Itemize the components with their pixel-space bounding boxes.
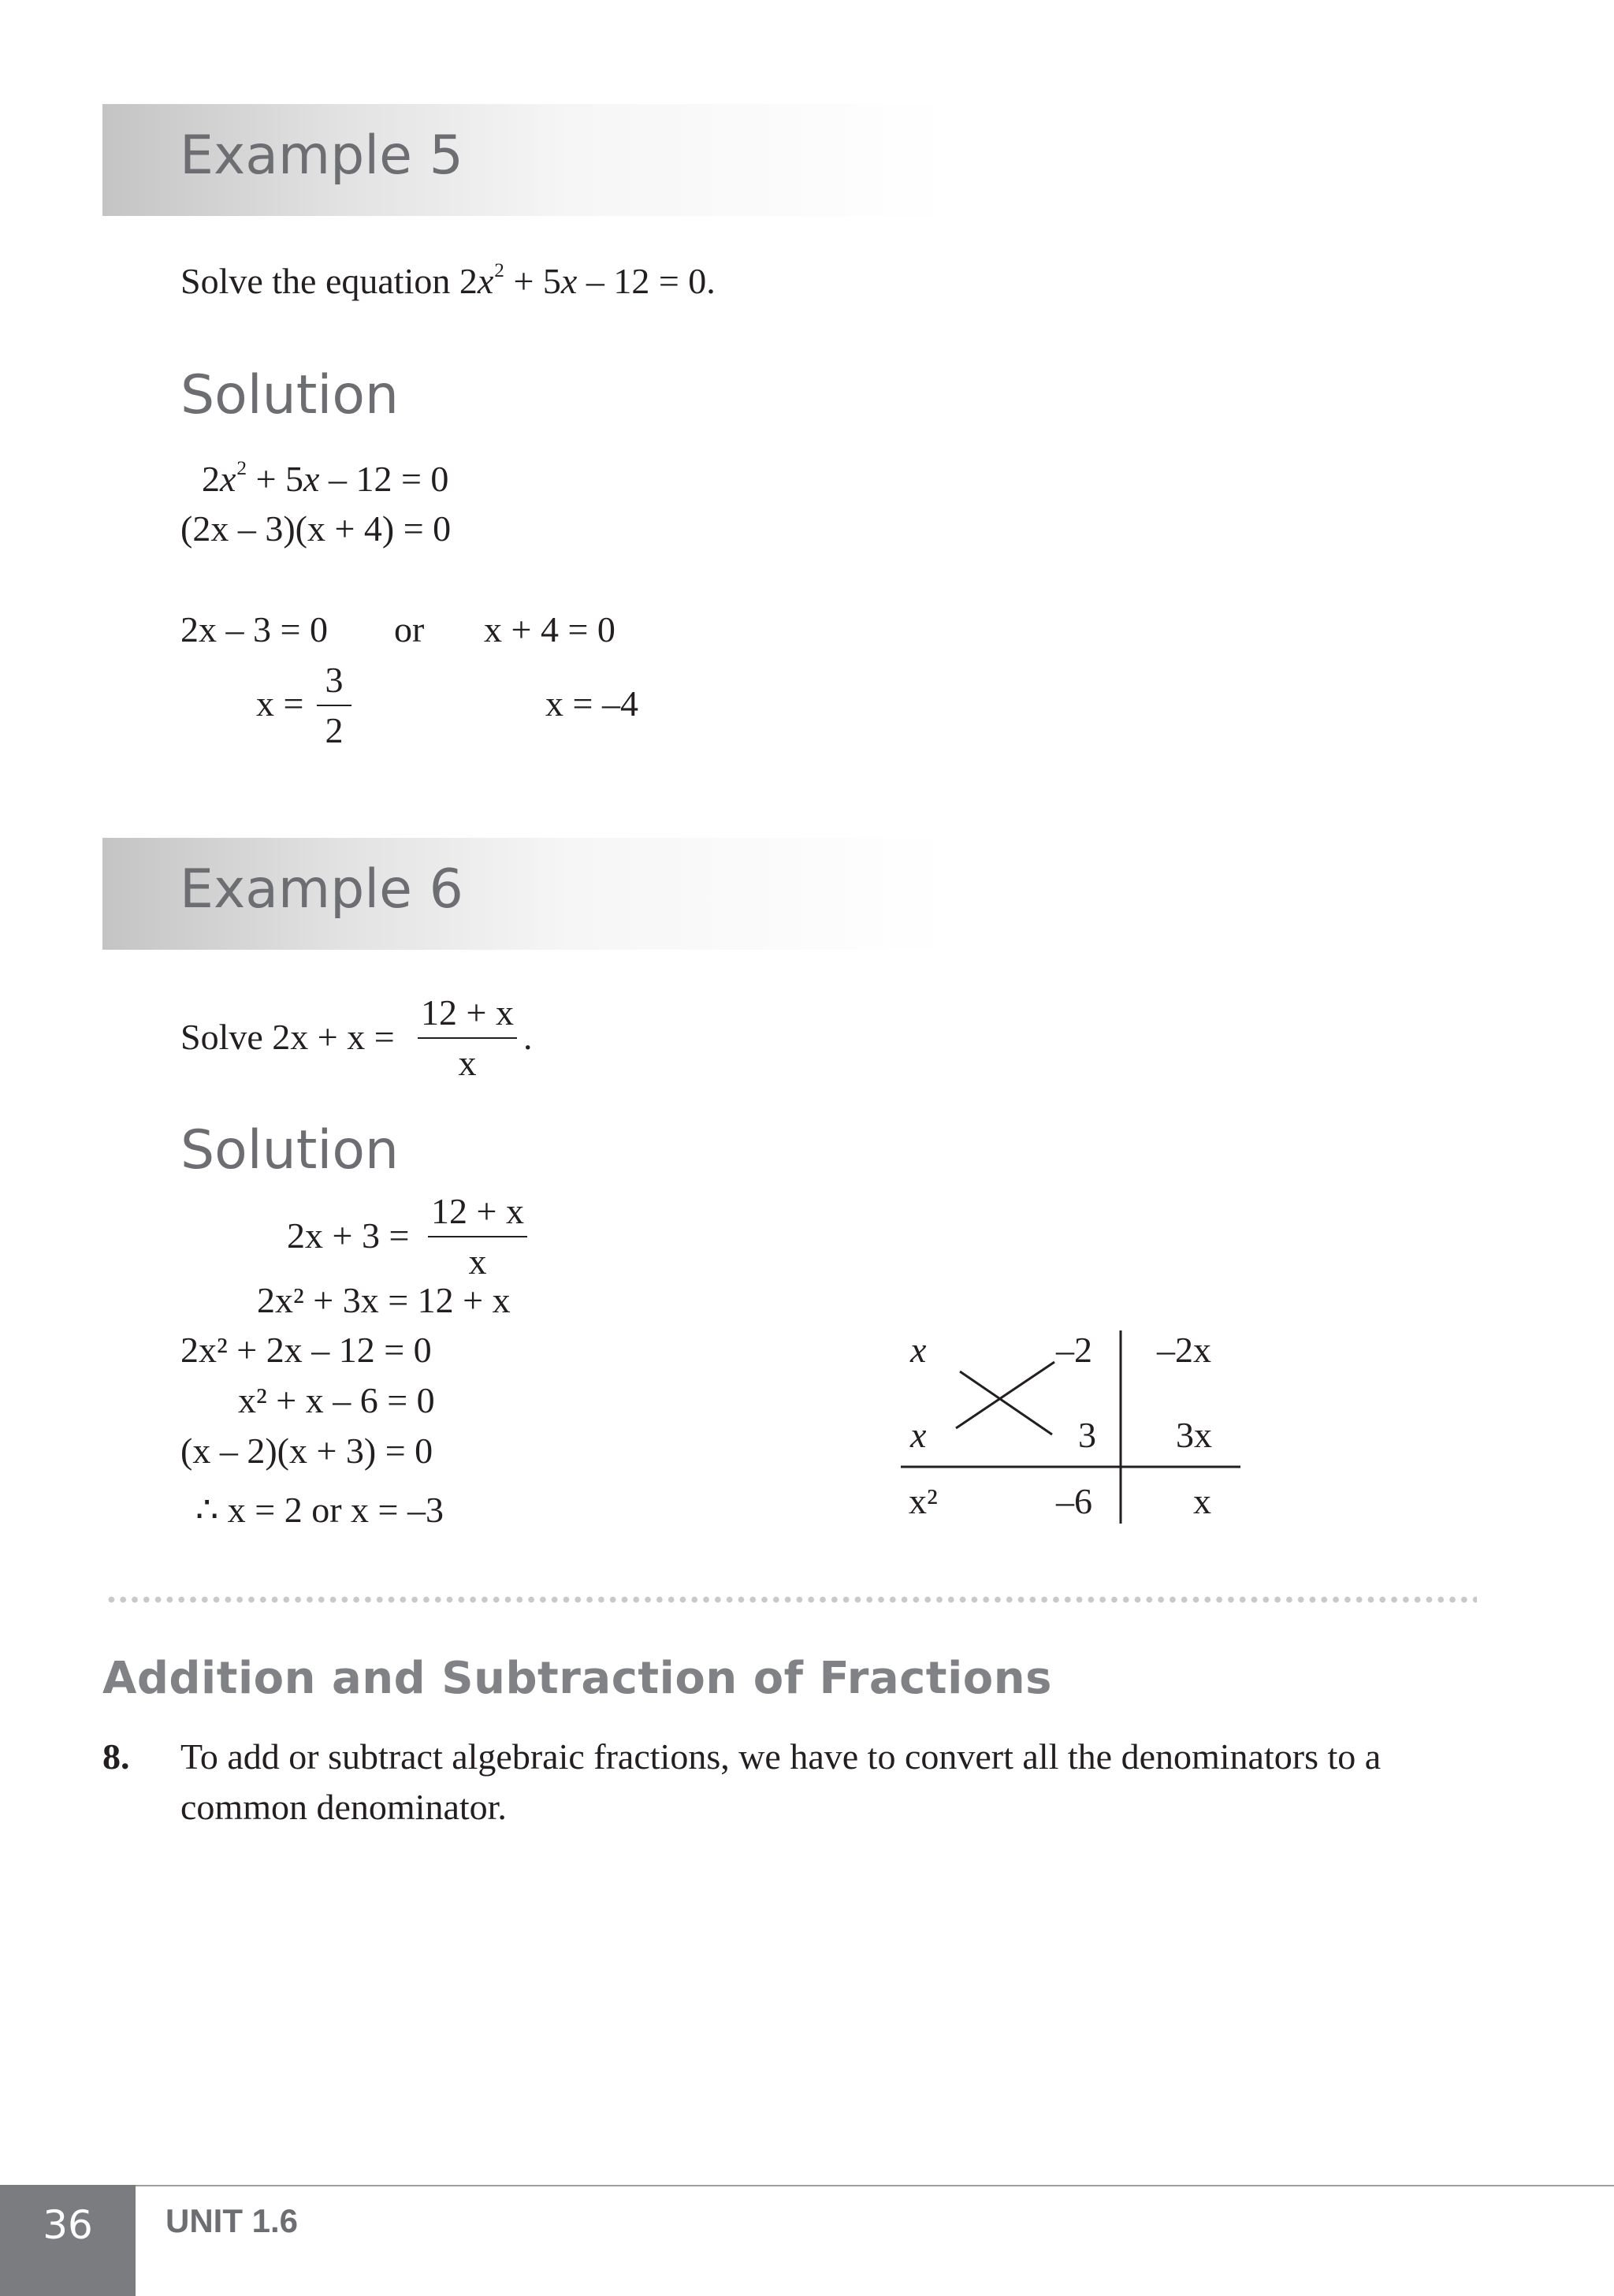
cross-r1-c3: –2x (1157, 1330, 1211, 1370)
or-word: or (394, 609, 425, 649)
cross-r1-c1: x (910, 1330, 927, 1370)
fraction-denominator: x (468, 1241, 487, 1282)
example-6-line-1: 2x + 3 = (287, 1215, 410, 1256)
fraction-denominator: x (458, 1043, 477, 1083)
example-5-title: Example 5 (180, 125, 463, 187)
example-6-problem: Solve 2x + x = (180, 1017, 395, 1057)
cross-r1-c2: –2 (1056, 1330, 1092, 1370)
example-6-title: Example 6 (180, 858, 463, 921)
unit-label: UNIT 1.6 (165, 2202, 299, 2239)
example-5-solution-heading: Solution (180, 364, 400, 426)
example-6-line-6: ∴ x = 2 or x = –3 (195, 1490, 444, 1530)
example-5-right-equation: x + 4 = 0 (484, 609, 615, 649)
cross-r2-c1: x (910, 1415, 927, 1455)
item-text-line-1: To add or subtract algebraic fractions, we have to convert all the denominators to a (180, 1736, 1382, 1777)
dotted-separator (106, 1596, 1477, 1603)
cross-line-up (956, 1362, 1054, 1428)
fraction-numerator: 12 + x (421, 992, 514, 1033)
example-6-line-3: 2x² + 2x – 12 = 0 (180, 1330, 432, 1370)
fraction-denominator: 2 (325, 710, 344, 750)
item-text-line-2: common denominator. (180, 1787, 507, 1827)
example-5-step-1: $2x^2 + 5x - 12 = 0$ (202, 456, 449, 499)
fraction-numerator: 12 + x (431, 1191, 524, 1231)
example-5-left-equation: 2x – 3 = 0 (180, 609, 328, 649)
example-6-line-4: x² + x – 6 = 0 (238, 1380, 435, 1420)
example-5-right-result: x = –4 (545, 683, 638, 724)
page-number: 36 (43, 2202, 93, 2248)
fraction-numerator: 3 (325, 660, 344, 700)
example-6-line-2: 2x² + 3x = 12 + x (257, 1280, 511, 1320)
cross-r2-c3: 3x (1176, 1415, 1212, 1455)
footer-rule (0, 2185, 1614, 2186)
example-5-problem: Solve the equation $2x^2 + 5x - 12 = 0$. (180, 259, 716, 301)
cross-line-down (960, 1371, 1052, 1435)
example-6-line-5: (x – 2)(x + 3) = 0 (180, 1431, 433, 1471)
cross-r3-c2: –6 (1056, 1481, 1092, 1521)
item-number: 8. (102, 1736, 130, 1777)
cross-r2-c2: 3 (1078, 1415, 1096, 1455)
example-6-problem-period: . (523, 1017, 533, 1057)
example-5-x-equals: x = (256, 683, 304, 724)
example-6-solution-heading: Solution (180, 1119, 400, 1181)
example-5-step-2: (2x – 3)(x + 4) = 0 (180, 508, 452, 549)
section-heading: Addition and Subtraction of Fractions (102, 1653, 1052, 1704)
cross-r3-c3: x (1193, 1481, 1211, 1521)
cross-r3-c1: x² (909, 1481, 938, 1521)
